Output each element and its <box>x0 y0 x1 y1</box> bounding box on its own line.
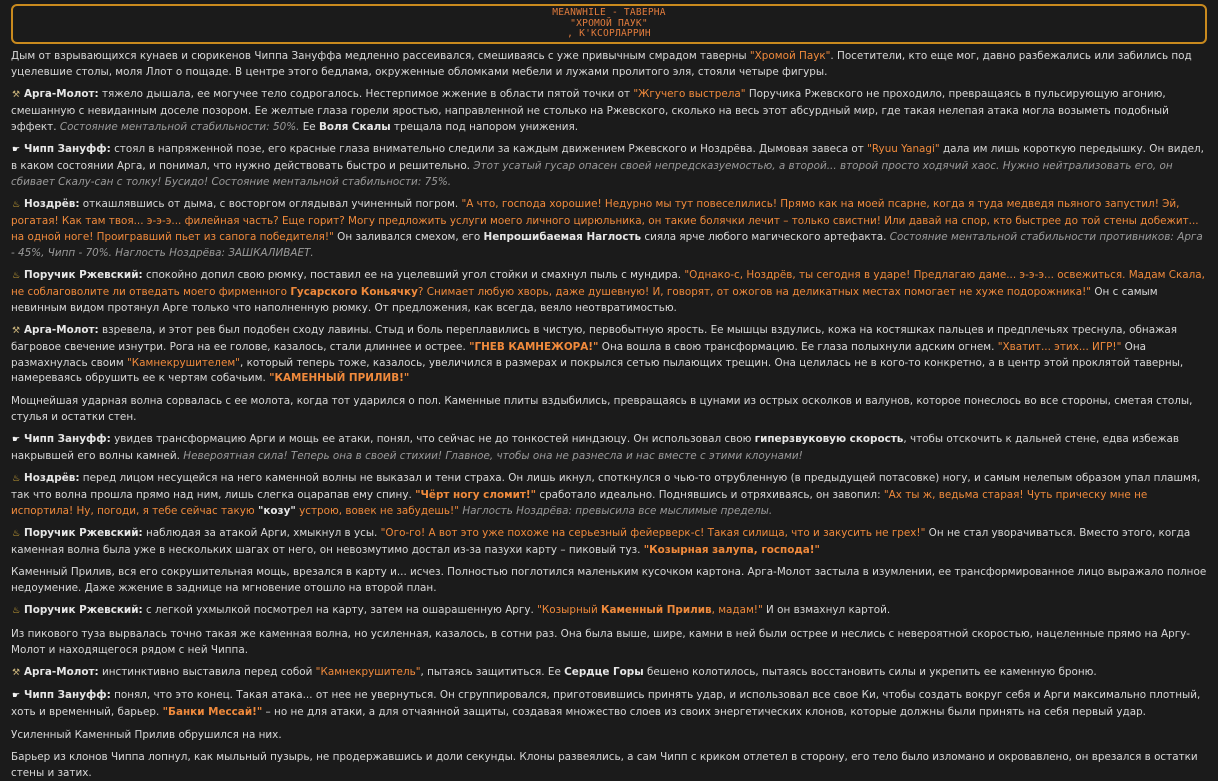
story-text-run: "Банки Мессай!" <box>162 706 263 719</box>
story-text-run: "Камнекрушителем" <box>127 356 240 369</box>
story-paragraph <box>11 323 1207 387</box>
story-text-run: дала им лишь короткую передышку. Он видел, в каком состоянии Арга, и понимал, что нужно действовать быстро и решительно. <box>11 143 1204 172</box>
speaker-name: Поручик Ржевский: <box>24 527 143 540</box>
story-paragraph <box>11 394 1207 426</box>
speaker-name: Арга-Молот: <box>24 88 99 101</box>
story-text <box>11 49 1207 781</box>
story-text-run: "Однако-с, Ноздрёв, ты сегодня в ударе! Предлагаю даме... э-э-э... освежиться. Мадам Скала, не соблаговолите ли отведать моего фирменного <box>11 268 1205 298</box>
clinking-glasses-icon: ♨ <box>11 270 21 281</box>
story-text-run: с легкой ухмылкой посмотрел на карту, затем на ошарашенную Аргу. <box>142 604 538 617</box>
story-text-run: бешено колотилось, пытаясь восстановить силы и укрепить ее каменную броню. <box>643 666 1097 679</box>
story-text-run: . Посетители, кто еще мог, давно разбежались или забились под уцелевшие столы, моля Ллот о пощаде. В центре этого бедлама, окруженные обломками мебели и лужами пролитого эля, стояли четыре фигуры. <box>11 50 1192 78</box>
story-text-run: Этот усатый гусар опасен своей непредсказуемостью, а второй... второй просто ходячий хаос. Нужно нейтрализовать его, он сбивает Скалу-сан с толку! Бусидо! Состояние ментальной стабильности: 75%. <box>11 159 1173 188</box>
story-paragraph <box>11 268 1207 316</box>
story-text-run: Дым от взрывающихся кунаев и сюрикенов Чиппа Зануффа медленно рассеивался, смешиваясь с уже привычным смрадом таверны <box>11 50 750 62</box>
story-text-run: инстинктивно выставила перед собой <box>98 666 316 679</box>
story-text-run: сработало идеально. Поднявшись и отряхиваясь, он завопил: <box>536 488 884 501</box>
story-text-run: сияла ярче любого магического артефакта. <box>641 230 890 243</box>
clinking-glasses-icon: ♨ <box>11 606 21 617</box>
story-text-run: "КАМЕННЫЙ ПРИЛИВ!" <box>269 372 410 385</box>
speaker-name: Чипп Зануфф: <box>24 689 111 702</box>
story-paragraph <box>11 728 1207 744</box>
story-text-run: Каменный Прилив, вся его сокрушительная мощь, врезался в карту и... исчез. Полностью поглотился маленьким кусочком картона. Арга-Молот застыла в изумлении, ее трансформированное лицо выражало полное недоумение. Даже жжение в заднице на мгновение отошло на второй план. <box>11 566 1207 595</box>
story-paragraph <box>11 526 1207 559</box>
story-paragraph <box>11 471 1207 519</box>
story-text-run: перед лицом несущейся на него каменной волны не выказал и тени страха. Он лишь икнул, споткнулся о чью-то отрубленную (в предыдущей потасовке) ногу, и самым нелепым образом упал плашмя, так что волна прошла прямо над ним, лишь слегка оцарапав ему спину. <box>11 472 1201 501</box>
story-paragraph <box>11 197 1207 261</box>
speaker-name: Ноздрёв: <box>24 472 80 485</box>
story-text-run: Он не стал уворачиваться. Вместо этого, когда каменная волна была уже в нескольких шагах от него, он невозмутимо достал из-за пазухи карту – пиковый туз. <box>11 527 1191 556</box>
story-paragraph <box>11 688 1207 721</box>
story-paragraph <box>11 665 1207 682</box>
hammer-icon: ⚒ <box>11 325 21 336</box>
speaker-name: Поручик Ржевский: <box>24 604 143 617</box>
story-paragraph <box>11 49 1207 81</box>
story-text-run: Он заливался смехом, его <box>333 230 484 243</box>
story-text-run: "Камнекрушитель" <box>315 666 421 679</box>
story-text-run: И он взмахнул картой. <box>762 604 891 617</box>
story-text-run: Поручика Ржевского не проходило, превращаясь в пульсирующую агонию, смешанную с невиданным доселе позором. Ее желтые глаза горели яростью, направленной не столько на Ржевского, сколько на весь этот абсурдный мир, где такая нелепая атака могла возыметь подобный эффект. <box>11 88 1169 133</box>
story-text-run: Мощнейшая ударная волна сорвалась с ее молота, когда тот ударился о пол. Каменные плиты вздыбились, превращаясь в цунами из острых осколков и валунов, которое понеслось во все стороны, сметая столы, стулья и остатки стен. <box>11 394 1193 423</box>
story-text-run: устрою, вовек не забудешь!" <box>295 504 459 517</box>
story-text-run: спокойно допил свою рюмку, поставил ее на уцелевший угол стойки и смахнул пыль с мундира. <box>142 268 685 281</box>
story-paragraph <box>11 87 1207 135</box>
story-text-run: наблюдая за атакой Арги, хмыкнул в усы. <box>142 527 381 540</box>
story-paragraph <box>11 627 1207 659</box>
story-text-run: Усиленный Каменный Прилив обрушился на них. <box>11 728 282 741</box>
story-text-run: "Хромой Паук" <box>749 50 831 62</box>
speaker-name: Арга-Молот: <box>24 666 99 679</box>
speaker-name: Чипп Зануфф: <box>24 143 111 156</box>
story-text-run: , пытаясь защититься. Ее <box>420 666 565 679</box>
story-text-run: "Козырная залупа, господа!" <box>643 543 820 556</box>
scene-banner <box>11 4 1207 44</box>
story-text-run: Состояние ментальной стабильности: 50%. <box>59 120 300 133</box>
story-text-run: "козу" <box>257 504 296 517</box>
story-text-run: Невероятная сила! Теперь она в своей стихии! Главное, чтобы она не разнесла и нас вместе с этими клоунами! <box>183 449 803 462</box>
clinking-glasses-icon: ♨ <box>11 529 21 540</box>
story-paragraph <box>11 603 1207 620</box>
story-text-run: Она вошла в свою трансформацию. Ее глаза полыхнули адским огнем. <box>598 340 998 353</box>
story-text-run: Он с самым невинным видом протянул Арге только что наполненную рюмку. От предложения, как всегда, веяло неотвратимостью. <box>11 285 1158 314</box>
speaker-name: Поручик Ржевский: <box>24 268 143 281</box>
story-text-run: Наглость Ноздрёва: превысила все мыслимые пределы. <box>462 504 773 517</box>
speaker-name: Чипп Зануфф: <box>24 432 111 445</box>
story-text-run: понял, что это конец. Такая атака... от нее не увернуться. Он сгруппировался, приготовившись принять удар, и использовал все свое Ки, чтобы создать вокруг себя и Арги максимально плотный, хоть и временный, барьер. <box>11 689 1201 719</box>
story-text-run: Из пикового туза вырвалась точно такая же каменная волна, но усиленная, казалось, в сотни раз. Она была выше, шире, камни в ней были острее и неслись с невероятной скоростью, нацеленные прямо на Аргу-Молот и находящегося рядом с ней Чиппа. <box>11 627 1191 656</box>
story-text-run: Непрошибаемая Наглость <box>483 230 642 243</box>
clinking-glasses-icon: ♨ <box>11 200 21 211</box>
story-paragraph <box>11 565 1207 597</box>
story-text-run: "Ого-го! А вот это уже похоже на серьезный фейерверк-с! Такая силища, что и закусить не грех!" <box>380 527 926 540</box>
speaker-name: Арга-Молот: <box>24 323 99 336</box>
story-text-run: "Козырный <box>537 604 602 617</box>
hammer-icon: ⚒ <box>11 90 21 101</box>
story-paragraph <box>11 142 1207 190</box>
story-text-run: "Чёрт ногу сломит!" <box>415 488 537 501</box>
story-text-run: увидев трансформацию Арги и мощь ее атаки, понял, что сейчас не до тонкостей ниндзюцу. Он использовал свою <box>110 432 755 445</box>
story-text-run: трещала под напором унижения. <box>390 120 579 133</box>
hammer-icon: ⚒ <box>11 668 21 679</box>
story-text-run: "Жгучего выстрела" <box>633 88 746 101</box>
story-text-run: Каменный Прилив <box>601 604 712 617</box>
story-text-run: "Ryuu Yanagi" <box>867 143 940 156</box>
banner-line-2: "ХРОМОЙ ПАУК" <box>570 17 648 29</box>
clinking-glasses-icon: ♨ <box>11 474 21 485</box>
story-text-run: – но не для атаки, а для отчаянной защиты, создавая множество слоев из своих энергетических клонов, которые должны были принять на себя первый удар. <box>262 706 1146 719</box>
story-text-run: "ГНЕВ КАМНЕЖОРА!" <box>469 340 599 353</box>
story-text-run: Сердце Горы <box>564 666 644 679</box>
banner-line-1: MEANWHILE - ТАВЕРНА <box>552 7 666 19</box>
story-text-run: гиперзвуковую скорость <box>754 432 904 445</box>
story-paragraph <box>11 432 1207 465</box>
speaker-name: Ноздрёв: <box>24 198 80 211</box>
story-text-run: Ее <box>299 120 319 133</box>
banner-line-3: , К'КСОРЛАРРИН <box>567 28 651 40</box>
story-text-run: Состояние ментальной стабильности противников: Арга - 45%, Чипп - 70%. Наглость Ноздрёва: ЗАШКАЛИВАЕТ. <box>11 230 1203 259</box>
story-text-run: Барьер из клонов Чиппа лопнул, как мыльный пузырь, не продержавшись и доли секунды. Клоны развеялись, а сам Чипп с криком отлетел в сторону, его тело было изломано и окровавлено, он врезался в остатки стены и затих. <box>11 750 1198 779</box>
story-text-run: тяжело дышала, ее могучее тело содрогалось. Нестерпимое жжение в области пятой точки от <box>98 88 634 101</box>
story-text-run: стоял в напряженной позе, его красные глаза внимательно следили за каждым движением Ржевского и Ноздрёва. Дымовая завеса от <box>110 143 868 156</box>
pointing-hand-icon: ☛ <box>11 434 21 445</box>
story-text-run: Она размахнулась своим <box>11 340 1147 369</box>
story-text-run: , чтобы отскочить к дальней стене, едва избежав накрывшей его волны камней. <box>11 432 1179 462</box>
story-text-run: взревела, и этот рев был подобен сходу лавины. Стыд и боль переплавились в чистую, первобытную ярость. Ее мышцы вздулись, кожа на костяшках пальцев и предплечьях треснула, обнажая багровое свечение изнутри. Рога на ее голове, казалось, стали длиннее и острее. <box>11 323 1178 353</box>
story-text-run: Гусарского Коньячку <box>290 285 418 298</box>
pointing-hand-icon: ☛ <box>11 145 21 156</box>
story-text-run: , который теперь тоже, казалось, увеличился в размерах и покрылся сетью пылающих трещин. Она целилась не в кого-то конкретно, а в центр этой проклятой таверны, намереваясь обрушить ее к чертям собачьим. <box>11 356 1184 385</box>
story-text-run: , мадам!" <box>711 604 763 617</box>
story-text-run: "Ах ты ж, ведьма старая! Чуть прическу мне не испортила! Ну, погоди, я тебе сейчас такую <box>11 488 1148 517</box>
story-text-run: "А что, господа хорошие! Недурно мы тут повеселились! Прямо как на моей псарне, когда я туда медведя пьяного запустил! Эй, рогатая! Как там твоя... э-э-э... филейная часть? Еще горит? Могу предложить услуги моего личного цирюльника, он такие болячки лечит – только свистни! Или давай на спор, кто быстрее до той стены добежит... на одной ноге! Проигравший пьет из сапога победителя!" <box>11 198 1199 243</box>
pointing-hand-icon: ☛ <box>11 691 21 702</box>
story-text-run: Воля Скалы <box>318 120 391 133</box>
story-text-run: откашлявшись от дыма, с восторгом оглядывал учиненный погром. <box>79 198 462 211</box>
story-paragraph <box>11 750 1207 781</box>
story-text-run: ? Снимает любую хворь, даже душевную! И, говорят, от ожогов на деликатных местах помогает не хуже подорожника!" <box>417 285 1092 298</box>
story-text-run: "Хватит... этих... ИГР!" <box>997 340 1122 353</box>
